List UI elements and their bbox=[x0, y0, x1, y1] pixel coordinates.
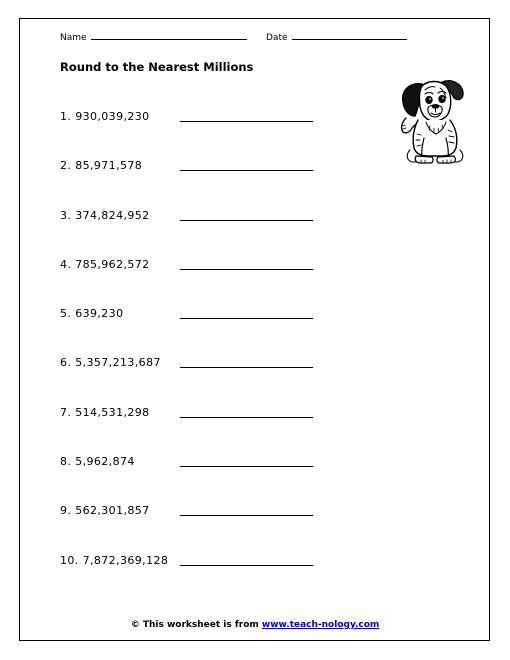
answer-line[interactable] bbox=[180, 318, 313, 319]
footer-text: © This worksheet is from bbox=[130, 620, 259, 630]
footer-link[interactable]: www.teach-nology.com bbox=[261, 620, 380, 630]
problem-text: 4. 785,962,572 bbox=[60, 257, 150, 271]
problem-item bbox=[60, 110, 360, 159]
puppy-icon bbox=[392, 76, 474, 166]
problem-item bbox=[60, 455, 360, 504]
problem-item bbox=[60, 406, 360, 455]
problem-text: 1. 930,039,230 bbox=[60, 110, 150, 123]
date-field bbox=[266, 31, 407, 43]
answer-line[interactable] bbox=[180, 121, 313, 122]
problem-text: 5. 639,230 bbox=[60, 307, 124, 321]
problem-item bbox=[60, 356, 360, 405]
problem-text: 2. 85,971,578 bbox=[60, 159, 143, 173]
problem-text: 9. 562,301,857 bbox=[60, 504, 150, 518]
name-field bbox=[60, 31, 247, 43]
problem-text: 7. 514,531,298 bbox=[60, 405, 150, 419]
date-input-line[interactable] bbox=[292, 31, 407, 40]
worksheet-title: Round to the Nearest Millions bbox=[60, 60, 254, 74]
answer-line[interactable] bbox=[180, 220, 313, 221]
problem-text: 6. 5,357,213,687 bbox=[60, 356, 161, 370]
answer-line[interactable] bbox=[180, 417, 313, 418]
problem-text: 3. 374,824,952 bbox=[60, 208, 150, 222]
answer-line[interactable] bbox=[180, 170, 313, 171]
problem-item bbox=[60, 504, 360, 553]
problem-item bbox=[60, 554, 360, 603]
answer-line[interactable] bbox=[180, 466, 313, 467]
name-input-line[interactable] bbox=[91, 31, 247, 40]
answer-line[interactable] bbox=[180, 515, 313, 516]
problem-item bbox=[60, 209, 360, 258]
name-label: Name bbox=[60, 33, 87, 43]
problem-item bbox=[60, 307, 360, 356]
answer-line[interactable] bbox=[180, 269, 313, 270]
footer-credit bbox=[0, 620, 510, 630]
date-label: Date bbox=[266, 33, 288, 43]
problem-text: 10. 7,872,369,128 bbox=[60, 553, 169, 567]
problem-item bbox=[60, 159, 360, 208]
problem-text: 8. 5,962,874 bbox=[60, 455, 135, 469]
problem-list bbox=[60, 110, 360, 603]
answer-line[interactable] bbox=[180, 565, 313, 566]
problem-item bbox=[60, 258, 360, 307]
answer-line[interactable] bbox=[180, 367, 313, 368]
